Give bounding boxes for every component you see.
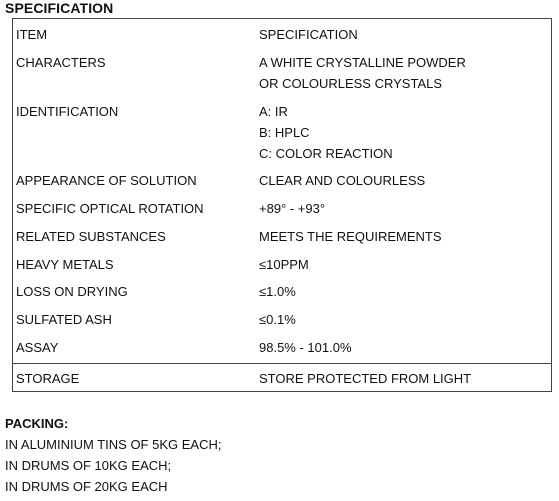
row-item-heavy-metals: HEAVY METALS bbox=[16, 257, 114, 272]
row-item-characters: CHARACTERS bbox=[16, 55, 106, 70]
row-spec-identification-line-2: B: HPLC bbox=[259, 125, 310, 140]
specification-table bbox=[12, 18, 552, 392]
row-spec-heavy-metals: ≤10PPM bbox=[259, 257, 309, 272]
packing-line-1: IN ALUMINIUM TINS OF 5KG EACH; bbox=[5, 437, 222, 452]
row-spec-loss-on-drying: ≤1.0% bbox=[259, 284, 296, 299]
row-item-loss-on-drying: LOSS ON DRYING bbox=[16, 284, 128, 299]
row-spec-identification-line-3: C: COLOR REACTION bbox=[259, 146, 393, 161]
row-spec-appearance-of-solution: CLEAR AND COLOURLESS bbox=[259, 173, 426, 188]
table-divider bbox=[13, 363, 551, 364]
packing-section bbox=[5, 413, 221, 497]
row-item-storage: STORAGE bbox=[16, 371, 80, 386]
row-item-appearance-of-solution: APPEARANCE OF SOLUTION bbox=[16, 173, 197, 188]
row-item-sulfated-ash: SULFATED ASH bbox=[16, 312, 112, 327]
row-item-specific-optical-rotation: SPECIFIC OPTICAL ROTATION bbox=[16, 201, 204, 216]
packing-line-3: IN DRUMS OF 20KG EACH bbox=[5, 479, 168, 494]
row-spec-characters-line-2: OR COLOURLESS CRYSTALS bbox=[259, 76, 443, 91]
row-spec-related-substances: MEETS THE REQUIREMENTS bbox=[259, 229, 442, 244]
packing-line-2: IN DRUMS OF 10KG EACH; bbox=[5, 458, 172, 473]
row-spec-storage: STORE PROTECTED FROM LIGHT bbox=[259, 371, 472, 386]
column-header-specification: SPECIFICATION bbox=[259, 27, 358, 42]
packing-title: PACKING: bbox=[5, 416, 69, 431]
row-spec-assay: 98.5% - 101.0% bbox=[259, 340, 352, 355]
row-spec-sulfated-ash: ≤0.1% bbox=[259, 312, 296, 327]
row-spec-characters-line-1: A WHITE CRYSTALLINE POWDER bbox=[259, 55, 466, 70]
row-item-assay: ASSAY bbox=[16, 340, 59, 355]
row-spec-identification-line-1: A: IR bbox=[259, 104, 288, 119]
row-item-related-substances: RELATED SUBSTANCES bbox=[16, 229, 166, 244]
row-item-identification: IDENTIFICATION bbox=[16, 104, 119, 119]
column-header-item: ITEM bbox=[16, 27, 48, 42]
specification-heading: SPECIFICATION bbox=[5, 0, 114, 16]
row-spec-specific-optical-rotation: +89° - +93° bbox=[259, 201, 326, 216]
